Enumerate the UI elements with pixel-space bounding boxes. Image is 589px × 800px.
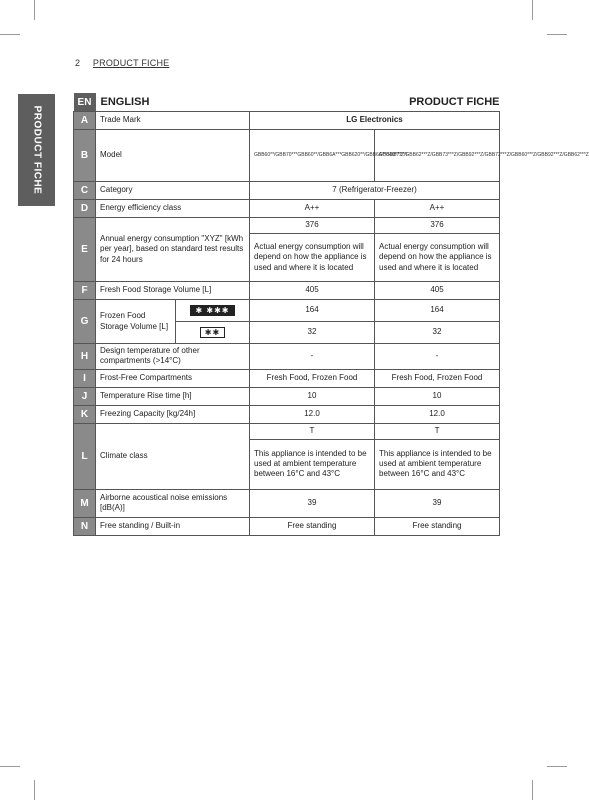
crop-mark — [547, 766, 567, 767]
two-star-freezer-icon: ✱✱ — [176, 322, 250, 344]
fresh-food-2: 405 — [375, 282, 500, 300]
installation-1: Free standing — [250, 517, 375, 535]
annual-energy-note-2: Actual energy consumption will depend on how the appliance is used and where it is located — [375, 234, 500, 282]
row-letter: E — [74, 218, 96, 282]
crop-mark — [34, 0, 35, 20]
crop-mark — [547, 34, 567, 35]
row-label: Category — [96, 182, 250, 200]
row-label: Free standing / Built-in — [96, 517, 250, 535]
table-row — [74, 300, 500, 322]
design-temp-1: - — [250, 344, 375, 370]
frost-free-2: Fresh Food, Frozen Food — [375, 369, 500, 387]
side-tab — [18, 94, 55, 206]
row-label: Design temperature of other compartments (>14°C) — [96, 344, 250, 370]
noise-1: 39 — [250, 489, 375, 517]
table-row — [74, 130, 500, 182]
row-label: Frost-Free Compartments — [96, 369, 250, 387]
language-name: ENGLISH — [100, 95, 150, 108]
row-letter: N — [74, 517, 96, 535]
row-letter: L — [74, 423, 96, 489]
row-letter: A — [74, 112, 96, 130]
climate-note-1: This appliance is intended to be used at ambient temperature between 16°C and 43°C — [250, 439, 375, 489]
table-title-row — [74, 93, 500, 112]
temp-rise-1: 10 — [250, 387, 375, 405]
row-letter: F — [74, 282, 96, 300]
row-letter: H — [74, 344, 96, 370]
table-row — [74, 423, 500, 439]
table-row — [74, 200, 500, 218]
crop-mark — [0, 766, 20, 767]
header-title: PRODUCT FICHE — [92, 58, 170, 68]
row-letter: K — [74, 405, 96, 423]
table-row — [74, 218, 500, 234]
page-number: 2 — [75, 58, 81, 68]
row-label: Airborne acoustical noise emissions [dB(A)] — [96, 489, 250, 517]
model-list-1: GBB60**/GBB70***GBB60**/GBB6A***GBB620**/GBB6A**GBB72**/ — [250, 130, 375, 182]
table-row — [74, 369, 500, 387]
category-value: 7 (Refrigerator-Freezer) — [250, 182, 500, 200]
frozen-food-2: 164 — [375, 300, 500, 322]
climate-class-2: T — [375, 423, 500, 439]
frozen-food-1: 164 — [250, 300, 375, 322]
energy-class-1: A++ — [250, 200, 375, 218]
row-letter: D — [74, 200, 96, 218]
model-list-2: GBB60***Z/GBB62***Z/GBB73***Z/GBB92***Z/GBB72***Z/GBB60***Z/GBB92***Z/GBB62***Z — [375, 130, 500, 182]
temp-rise-2: 10 — [375, 387, 500, 405]
crop-mark — [532, 780, 533, 800]
table-row — [74, 344, 500, 370]
climate-note-2: This appliance is intended to be used at ambient temperature between 16°C and 43°C — [375, 439, 500, 489]
row-letter: C — [74, 182, 96, 200]
annual-energy-2: 376 — [375, 218, 500, 234]
fiche-heading: PRODUCT FICHE — [409, 95, 500, 108]
row-label: Annual energy consumption "XYZ" [kWh per year], based on standard test results for 24 hours — [96, 218, 250, 282]
row-letter: B — [74, 130, 96, 182]
side-tab-label: PRODUCT FICHE — [31, 105, 42, 195]
row-letter: G — [74, 300, 96, 344]
climate-class-1: T — [250, 423, 375, 439]
annual-energy-note-1: Actual energy consumption will depend on how the appliance is used and where it is located — [250, 234, 375, 282]
frost-free-1: Fresh Food, Frozen Food — [250, 369, 375, 387]
row-label: Temperature Rise time [h] — [96, 387, 250, 405]
row-label: Fresh Food Storage Volume [L] — [96, 282, 250, 300]
page-header — [75, 58, 169, 68]
freezing-capacity-1: 12.0 — [250, 405, 375, 423]
installation-2: Free standing — [375, 517, 500, 535]
fresh-food-1: 405 — [250, 282, 375, 300]
freezing-capacity-2: 12.0 — [375, 405, 500, 423]
frozen-food-2star-2: 32 — [375, 322, 500, 344]
crop-mark — [0, 34, 20, 35]
table-row — [74, 405, 500, 423]
row-label: Climate class — [96, 423, 250, 489]
noise-2: 39 — [375, 489, 500, 517]
row-letter: I — [74, 369, 96, 387]
frozen-food-2star-1: 32 — [250, 322, 375, 344]
crop-mark — [34, 780, 35, 800]
row-label: Model — [96, 130, 250, 182]
row-letter: M — [74, 489, 96, 517]
row-letter: J — [74, 387, 96, 405]
language-code: EN — [74, 93, 96, 112]
design-temp-2: - — [375, 344, 500, 370]
table-row — [74, 282, 500, 300]
row-label: Frozen Food Storage Volume [L] — [96, 300, 176, 344]
table-row — [74, 112, 500, 130]
table-row — [74, 387, 500, 405]
table-row — [74, 517, 500, 535]
row-label: Freezing Capacity [kg/24h] — [96, 405, 250, 423]
energy-class-2: A++ — [375, 200, 500, 218]
product-fiche-table — [73, 93, 589, 536]
annual-energy-1: 376 — [250, 218, 375, 234]
table-row — [74, 489, 500, 517]
four-star-freezer-icon: ✱ ✱✱✱ — [176, 300, 250, 322]
brand-name: LG Electronics — [250, 112, 500, 130]
crop-mark — [532, 0, 533, 20]
row-label: Trade Mark — [96, 112, 250, 130]
table-row — [74, 182, 500, 200]
row-label: Energy efficiency class — [96, 200, 250, 218]
